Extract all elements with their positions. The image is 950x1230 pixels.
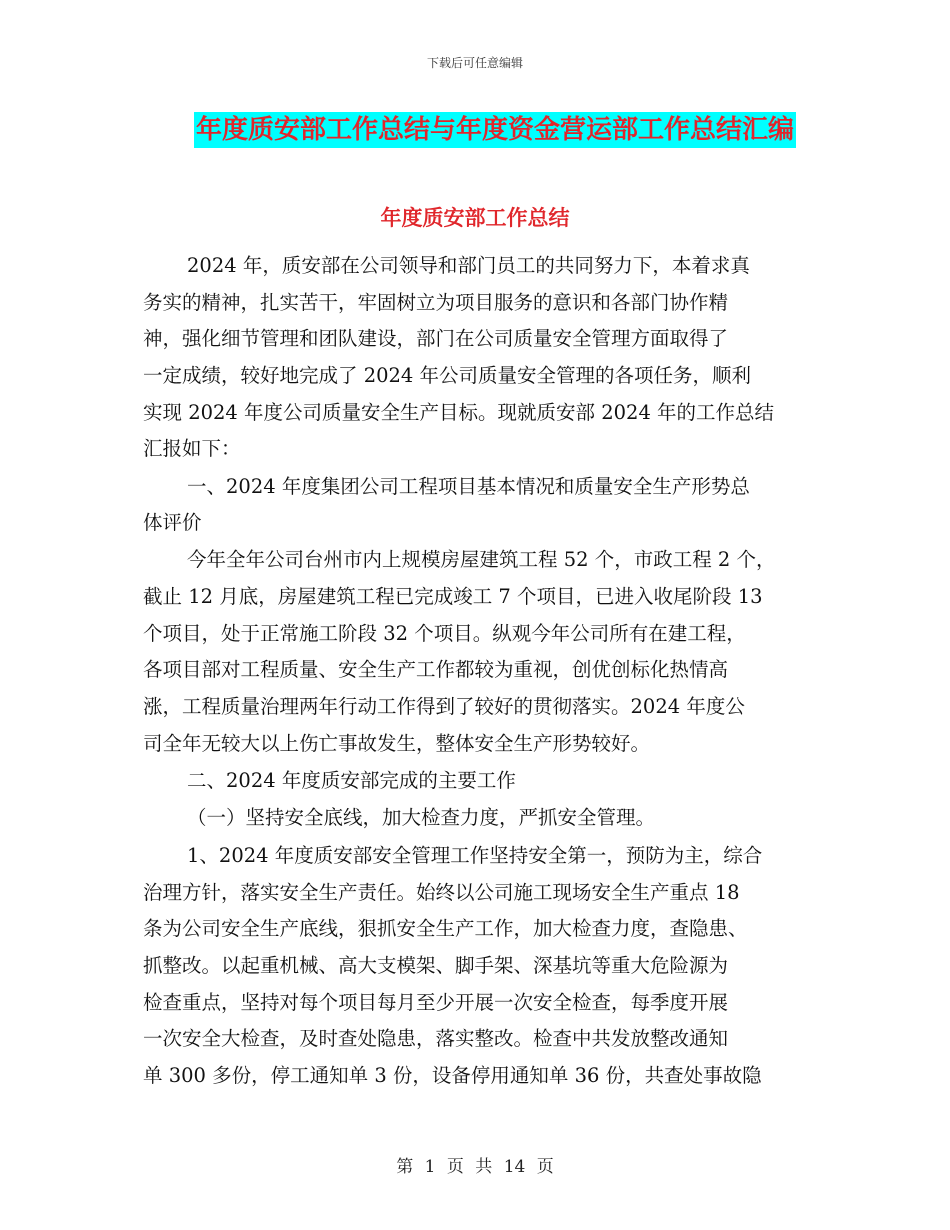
text-line: 一、2024 年度集团公司工程项目基本情况和质量安全生产形势总 xyxy=(187,475,750,498)
text-line: 1、2024 年度质安部安全管理工作坚持安全第一，预防为主，综合 xyxy=(187,844,763,867)
main-title: 年度质安部工作总结与年度资金营运部工作总结汇编 xyxy=(194,112,796,148)
text-line: 体评价 xyxy=(143,511,202,534)
text-line: 截止 12 月底，房屋建筑工程已完成竣工 7 个项目，已进入收尾阶段 13 xyxy=(143,585,763,608)
text-line: 二、2024 年度质安部完成的主要工作 xyxy=(187,769,516,792)
text-line: 治理方针，落实安全生产责任。始终以公司施工现场安全生产重点 18 xyxy=(143,881,740,904)
text-line: 2024 年，质安部在公司领导和部门员工的共同努力下，本着求真 xyxy=(187,254,750,277)
text-line: 司全年无较大以上伤亡事故发生，整体安全生产形势较好。 xyxy=(143,732,651,755)
header-note: 下载后可任意编辑 xyxy=(426,56,523,70)
text-line: 个项目，处于正常施工阶段 32 个项目。纵观今年公司所有在建工程， xyxy=(143,622,746,645)
text-line: 各项目部对工程质量、安全生产工作都较为重视，创优创标化热情高 xyxy=(143,658,729,681)
text-line: 单 300 多份，停工通知单 3 份，设备停用通知单 36 份，共查处事故隐 xyxy=(143,1064,762,1087)
text-line: 神，强化细节管理和团队建设，部门在公司质量安全管理方面取得了 xyxy=(143,327,729,350)
text-line: 检查重点，坚持对每个项目每月至少开展一次安全检查，每季度开展 xyxy=(143,991,729,1014)
text-line: 今年全年公司台州市内上规模房屋建筑工程 52 个，市政工程 2 个， xyxy=(187,548,776,571)
text-line: 抓整改。以起重机械、高大支模架、脚手架、深基坑等重大危险源为 xyxy=(143,954,729,977)
text-line: 汇报如下： xyxy=(143,437,241,460)
text-line: 实现 2024 年度公司质量安全生产目标。现就质安部 2024 年的工作总结 xyxy=(143,401,775,424)
text-line: 务实的精神，扎实苦干，牢固树立为项目服务的意识和各部门协作精 xyxy=(143,291,729,314)
text-line: （一）坚持安全底线，加大检查力度，严抓安全管理。 xyxy=(187,806,656,829)
section-title: 年度质安部工作总结 xyxy=(380,206,570,230)
text-line: 涨，工程质量治理两年行动工作得到了较好的贯彻落实。2024 年度公 xyxy=(143,695,745,718)
text-line: 一次安全大检查，及时查处隐患，落实整改。检查中共发放整改通知 xyxy=(143,1027,729,1050)
page-footer: 第 1 页 共 14 页 xyxy=(396,1157,554,1177)
text-line: 一定成绩，较好地完成了 2024 年公司质量安全管理的各项任务，顺利 xyxy=(143,364,752,387)
text-line: 条为公司安全生产底线，狠抓安全生产工作，加大检查力度，查隐患、 xyxy=(143,917,748,940)
